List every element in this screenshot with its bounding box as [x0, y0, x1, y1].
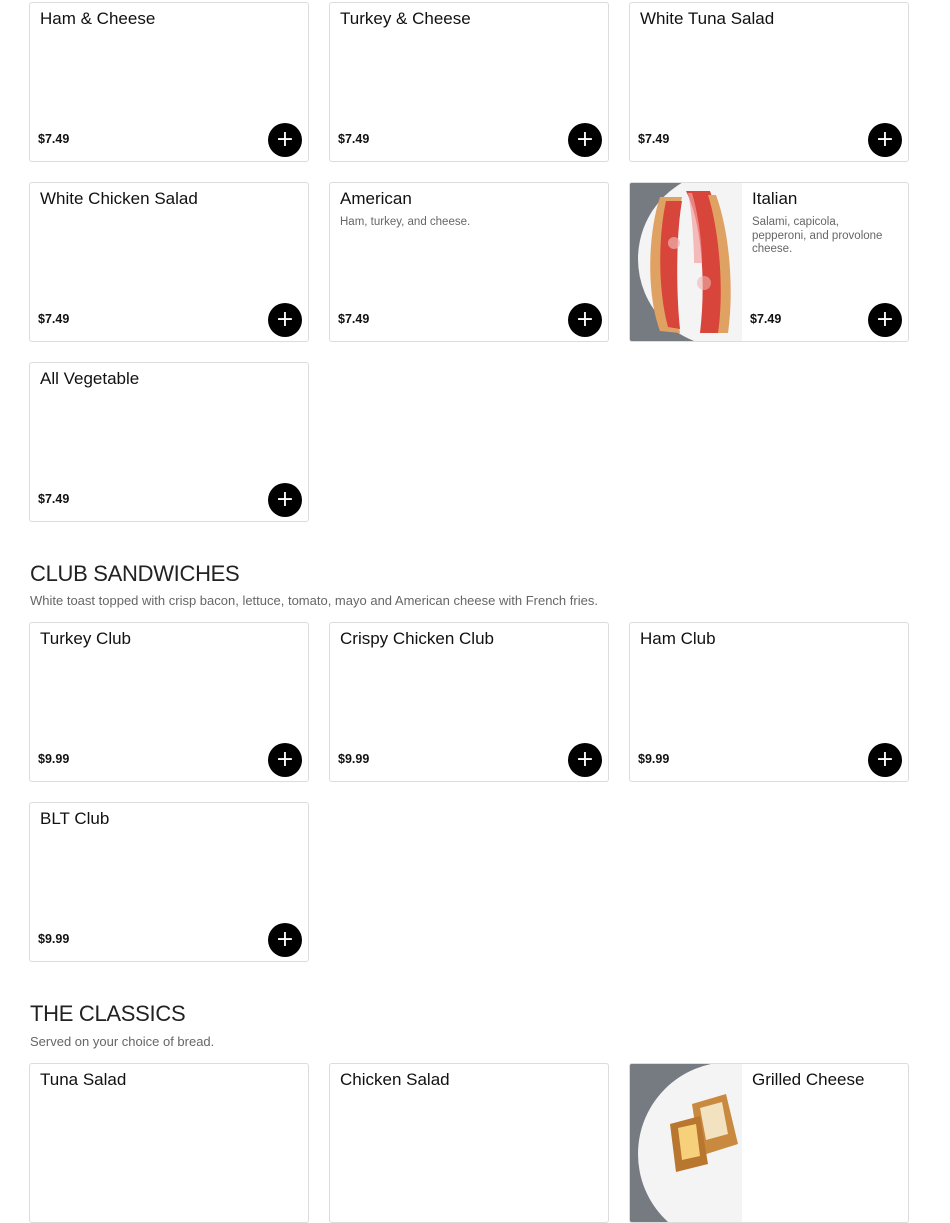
item-price: $9.99: [338, 752, 370, 766]
item-name: Turkey Club: [40, 629, 132, 648]
menu-item-card[interactable]: [29, 2, 309, 162]
item-price: $9.99: [38, 752, 70, 766]
menu-item-card[interactable]: [629, 1063, 909, 1223]
item-name: White Tuna Salad: [640, 9, 775, 28]
item-name: Grilled Cheese: [752, 1070, 865, 1089]
section-subtitle-club: White toast topped with crisp bacon, lettuce, tomato, mayo and American cheese with French fries.: [30, 593, 598, 608]
item-name: Ham & Cheese: [40, 9, 156, 28]
add-item-button[interactable]: +: [268, 123, 302, 157]
item-price: $7.49: [338, 312, 370, 326]
item-name: American: [340, 189, 412, 208]
menu-item-card[interactable]: [29, 802, 309, 962]
add-item-button[interactable]: +: [268, 303, 302, 337]
section-title-classics: THE CLASSICS: [30, 1001, 186, 1026]
menu-item-card[interactable]: [329, 182, 609, 342]
item-name: BLT Club: [40, 809, 110, 828]
item-name: White Chicken Salad: [40, 189, 198, 208]
section-title-club: CLUB SANDWICHES: [30, 561, 240, 586]
add-item-button[interactable]: +: [268, 483, 302, 517]
item-name: Turkey & Cheese: [340, 9, 471, 28]
add-item-button[interactable]: +: [268, 923, 302, 957]
item-name: Ham Club: [640, 629, 716, 648]
menu-item-card[interactable]: [329, 622, 609, 782]
add-item-button[interactable]: +: [568, 743, 602, 777]
item-price: $7.49: [38, 132, 70, 146]
item-name: All Vegetable: [40, 369, 140, 388]
add-item-button[interactable]: +: [868, 303, 902, 337]
menu-item-card[interactable]: [329, 2, 609, 162]
add-item-button[interactable]: +: [868, 123, 902, 157]
add-item-button[interactable]: +: [868, 743, 902, 777]
item-description: Ham, turkey, and cheese.: [340, 216, 471, 228]
menu-item-card[interactable]: [629, 622, 909, 782]
menu-item-card[interactable]: [29, 622, 309, 782]
item-description: Salami, capicola, pepperoni, and provolone cheese.: [752, 216, 883, 255]
item-price: $7.49: [38, 312, 70, 326]
menu-item-card[interactable]: [629, 2, 909, 162]
add-item-button[interactable]: +: [268, 743, 302, 777]
item-name: Italian: [752, 189, 798, 208]
menu-item-card[interactable]: [29, 1063, 309, 1223]
item-photo: [630, 183, 742, 342]
item-name: Crispy Chicken Club: [340, 629, 494, 648]
item-price: $7.49: [750, 312, 782, 326]
section-subtitle-classics: Served on your choice of bread.: [30, 1034, 215, 1049]
menu-item-card[interactable]: [29, 182, 309, 342]
item-name: Tuna Salad: [40, 1070, 127, 1089]
menu-item-card[interactable]: [629, 182, 909, 342]
item-photo: [630, 1064, 742, 1223]
item-price: $7.49: [338, 132, 370, 146]
item-price: $9.99: [38, 932, 70, 946]
item-price: $7.49: [38, 492, 70, 506]
item-price: $9.99: [638, 752, 670, 766]
menu-item-card[interactable]: [329, 1063, 609, 1223]
item-name: Chicken Salad: [340, 1070, 450, 1089]
menu-item-card[interactable]: [29, 362, 309, 522]
add-item-button[interactable]: +: [568, 123, 602, 157]
item-price: $7.49: [638, 132, 670, 146]
add-item-button[interactable]: +: [568, 303, 602, 337]
